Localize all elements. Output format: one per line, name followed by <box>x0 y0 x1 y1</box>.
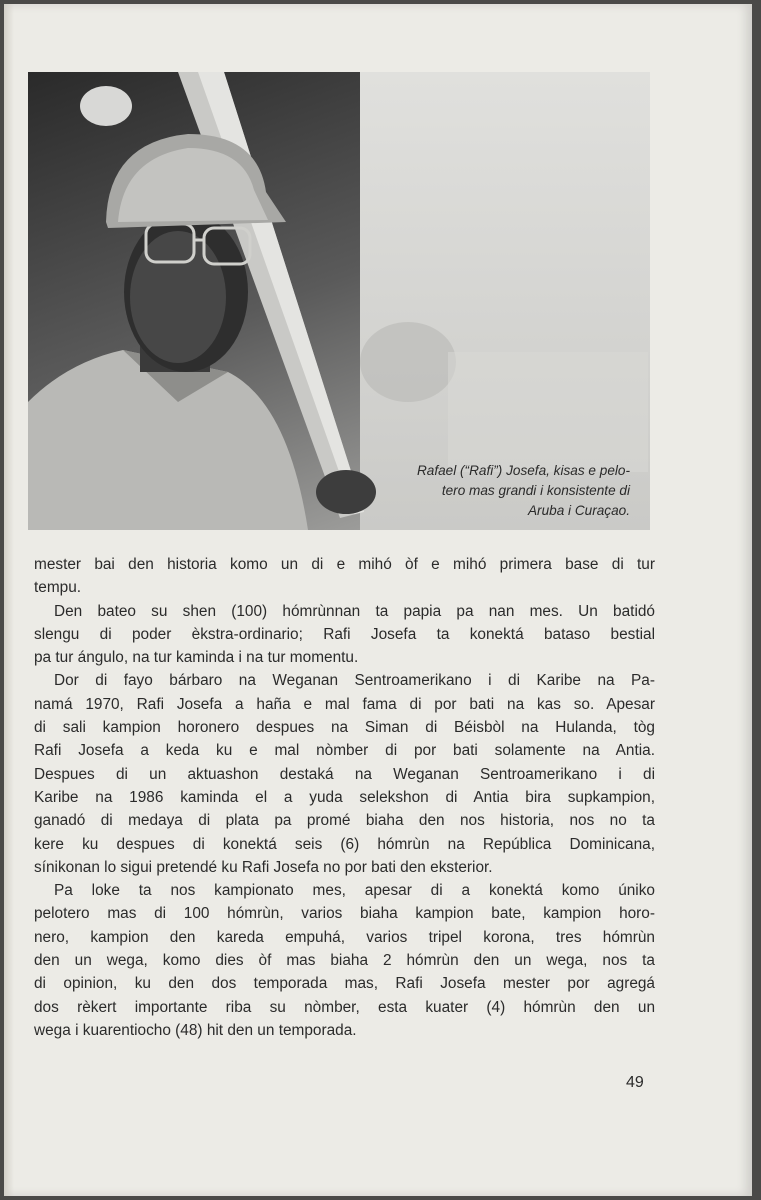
text-line: di opinion, ku den dos temporada mas, Rafi Josefa mester por agregá <box>34 975 655 993</box>
paragraph <box>34 669 655 879</box>
caption-line: Rafael (“Rafi”) Josefa, kisas e pelo- <box>416 463 630 478</box>
book-page <box>4 4 752 1196</box>
text-line: ganadó di medaya di plata pa promé biaha den nos historia, nos no ta <box>34 812 655 830</box>
body-text <box>34 553 655 1042</box>
text-line: Despues di un aktuashon destaká na Weganan Sentroamerikano i di <box>34 765 655 783</box>
text-line: dos rèkert importante riba su nòmber, esta kuater (4) hómrùn den un <box>34 998 655 1016</box>
text-line: wega i kuarentiocho (48) hit den un temporada. <box>34 1021 357 1039</box>
text-line: tempu. <box>34 579 82 597</box>
caption-line: Aruba i Curaçao. <box>527 503 630 518</box>
page-number: 49 <box>626 1074 644 1091</box>
text-line: pa tur ángulo, na tur kaminda i na tur momentu. <box>34 649 359 667</box>
text-line: Dor di fayo bárbaro na Weganan Sentroamerikano i di Karibe na Pa- <box>54 672 655 690</box>
text-line: mester bai den historia komo un di e mihó òf e mihó primera base di tur <box>34 556 655 573</box>
text-line: di sali kampion horonero despues na Siman di Béisbòl na Hulanda, tòg <box>34 719 655 737</box>
text-line: sínikonan lo sigui pretendé ku Rafi Josefa no por bati den eksterior. <box>34 858 493 876</box>
text-line: den un wega, komo dies òf mas biaha 2 hómrùn den un wega, nos ta <box>34 952 655 970</box>
text-line: slengu di poder èkstra-ordinario; Rafi Josefa ta konektá bataso bestial <box>34 625 655 643</box>
page-gutter-shadow <box>4 4 14 1196</box>
text-line: namá 1970, Rafi Josefa a haña e mal fama di por bati na kas so. Apesar <box>34 695 655 713</box>
text-line: Den bateo su shen (100) hómrùnnan ta papia pa nan mes. Un batidó <box>54 602 655 620</box>
text-line: Rafi Josefa a keda ku e mal nòmber di por bati solamente na Antia. <box>34 742 655 760</box>
text-line: Karibe na 1986 kaminda el a yuda selekshon di Antia bira supkampion, <box>34 788 655 806</box>
text-line: nero, kampion den kareda empuhá, varios tripel korona, tres hómrùn <box>34 928 655 946</box>
caption-line: tero mas grandi i konsistente di <box>441 483 630 498</box>
paragraph <box>34 553 655 600</box>
text-line: Pa loke ta nos kampionato mes, apesar di a konektá komo úniko <box>54 882 655 900</box>
paragraph <box>34 879 655 1042</box>
photo-caption <box>376 461 630 521</box>
text-line: kere ku despues di konektá seis (6) hómrùn na República Dominicana, <box>34 835 655 853</box>
paragraph <box>34 600 655 670</box>
text-line: pelotero mas di 100 hómrùn, varios biaha kampion bate, kampion horo- <box>34 905 655 923</box>
